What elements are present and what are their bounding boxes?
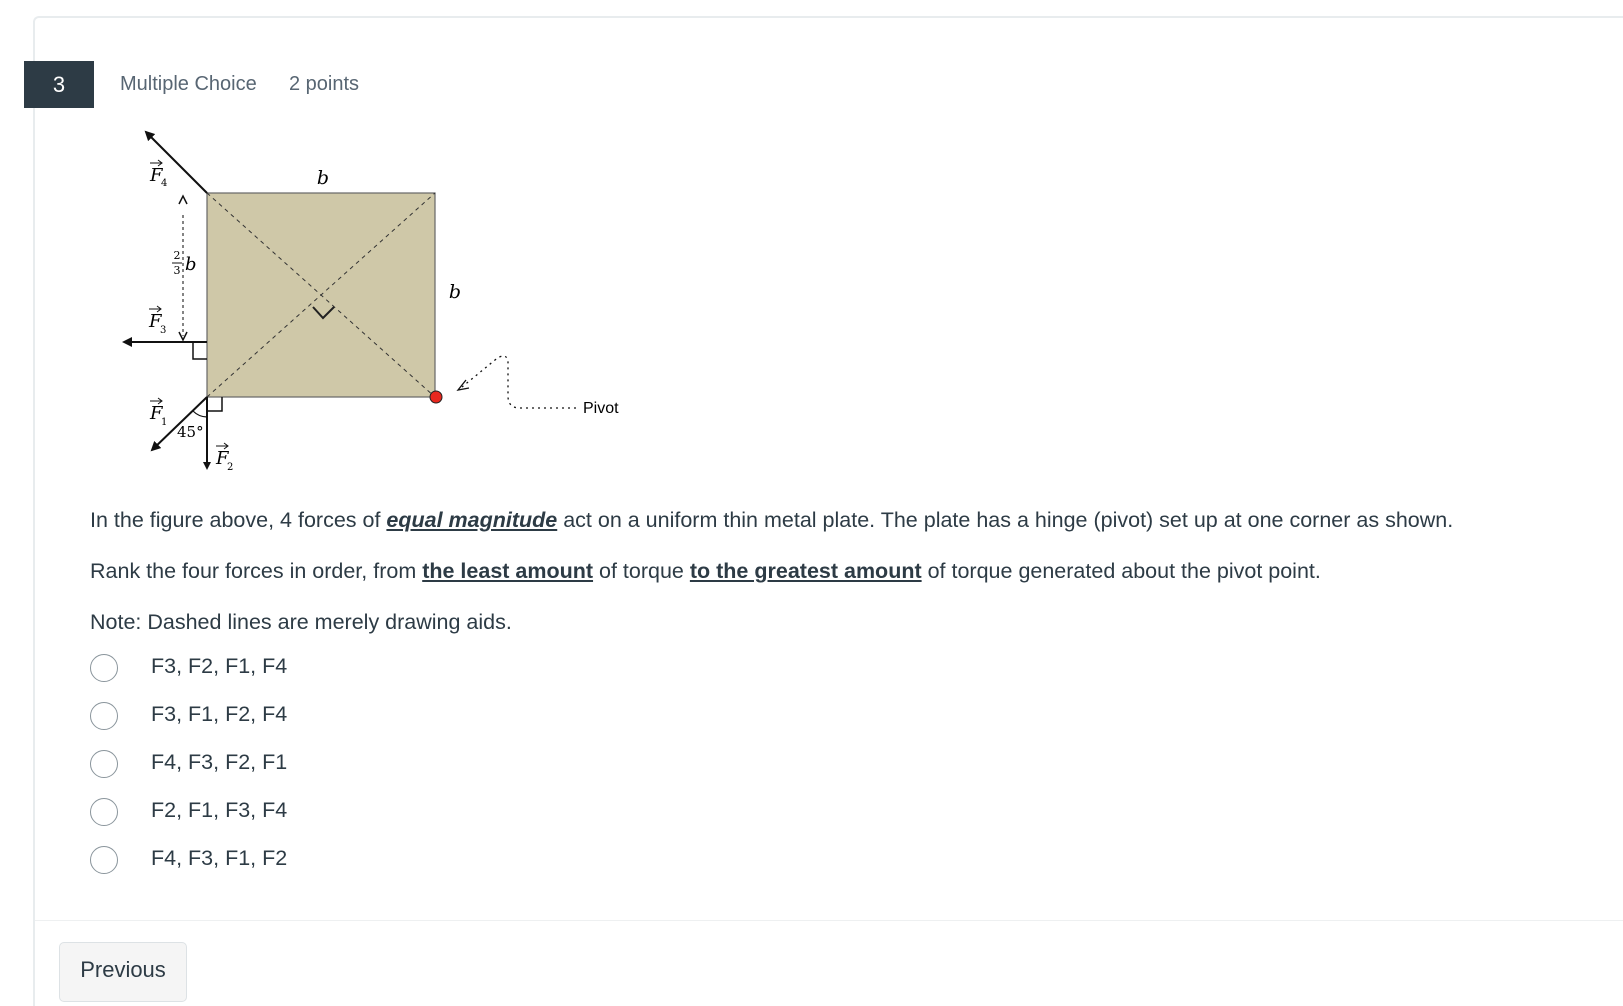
choice-2[interactable] [90,700,288,732]
radio-button[interactable] [90,654,118,682]
radio-button[interactable] [90,798,118,826]
fraction-denominator: 3 [173,264,181,277]
question-points: 2 points [289,73,360,95]
label-f4-sub: 4 [161,178,168,189]
label-f3: F [149,311,162,332]
label-f1-sub: 1 [161,417,168,428]
force-diagram [100,120,640,480]
question-note: Note: Dashed lines are merely drawing aids. [90,610,512,634]
question-stem-line-2: Rank the four forces in order, from the least amount of torque to the greatest amount of torque generated about the pivot point. [90,559,1321,583]
label-f1: F [150,403,163,424]
emphasis-greatest: to the greatest amount [689,559,922,583]
angle-label: 45° [177,423,204,441]
choice-4[interactable] [90,796,288,828]
fraction-numerator: 2 [173,249,181,262]
choice-3[interactable] [90,748,288,780]
pivot-pointer [462,356,576,408]
choice-label[interactable]: F3, F1, F2, F4 [151,702,288,726]
question-stem-line-1: In the figure above, 4 forces of equal magnitude act on a uniform thin metal plate. The plate has a hinge (pivot) set up at one corner as shown. [90,508,1454,532]
choice-label[interactable]: F4, F3, F2, F1 [151,750,288,774]
question-number: 3 [24,61,94,108]
choice-label[interactable]: F3, F2, F1, F4 [151,654,288,678]
choice-5[interactable] [90,844,288,876]
label-f3-sub: 3 [160,325,167,336]
label-b-right: b [448,281,462,303]
choice-label[interactable]: F4, F3, F1, F2 [151,846,288,870]
choice-1[interactable] [90,652,288,684]
question-type: Multiple Choice [120,73,257,95]
radio-button[interactable] [90,750,118,778]
pivot-label: Pivot [583,400,619,417]
previous-button[interactable]: Previous [59,942,187,1002]
emphasis-equal-magnitude: equal magnitude [386,508,558,532]
choice-label[interactable]: F2, F1, F3, F4 [151,798,288,822]
label-f4: F [150,165,163,186]
emphasis-least: the least amount [422,559,594,583]
label-b-top: b [316,167,330,189]
label-f2-sub: 2 [227,462,234,473]
radio-button[interactable] [90,846,118,874]
fraction-b: b [185,254,197,275]
radio-button[interactable] [90,702,118,730]
pivot-dot [430,391,442,403]
label-f2: F [216,448,229,469]
footer-divider [35,920,1623,921]
